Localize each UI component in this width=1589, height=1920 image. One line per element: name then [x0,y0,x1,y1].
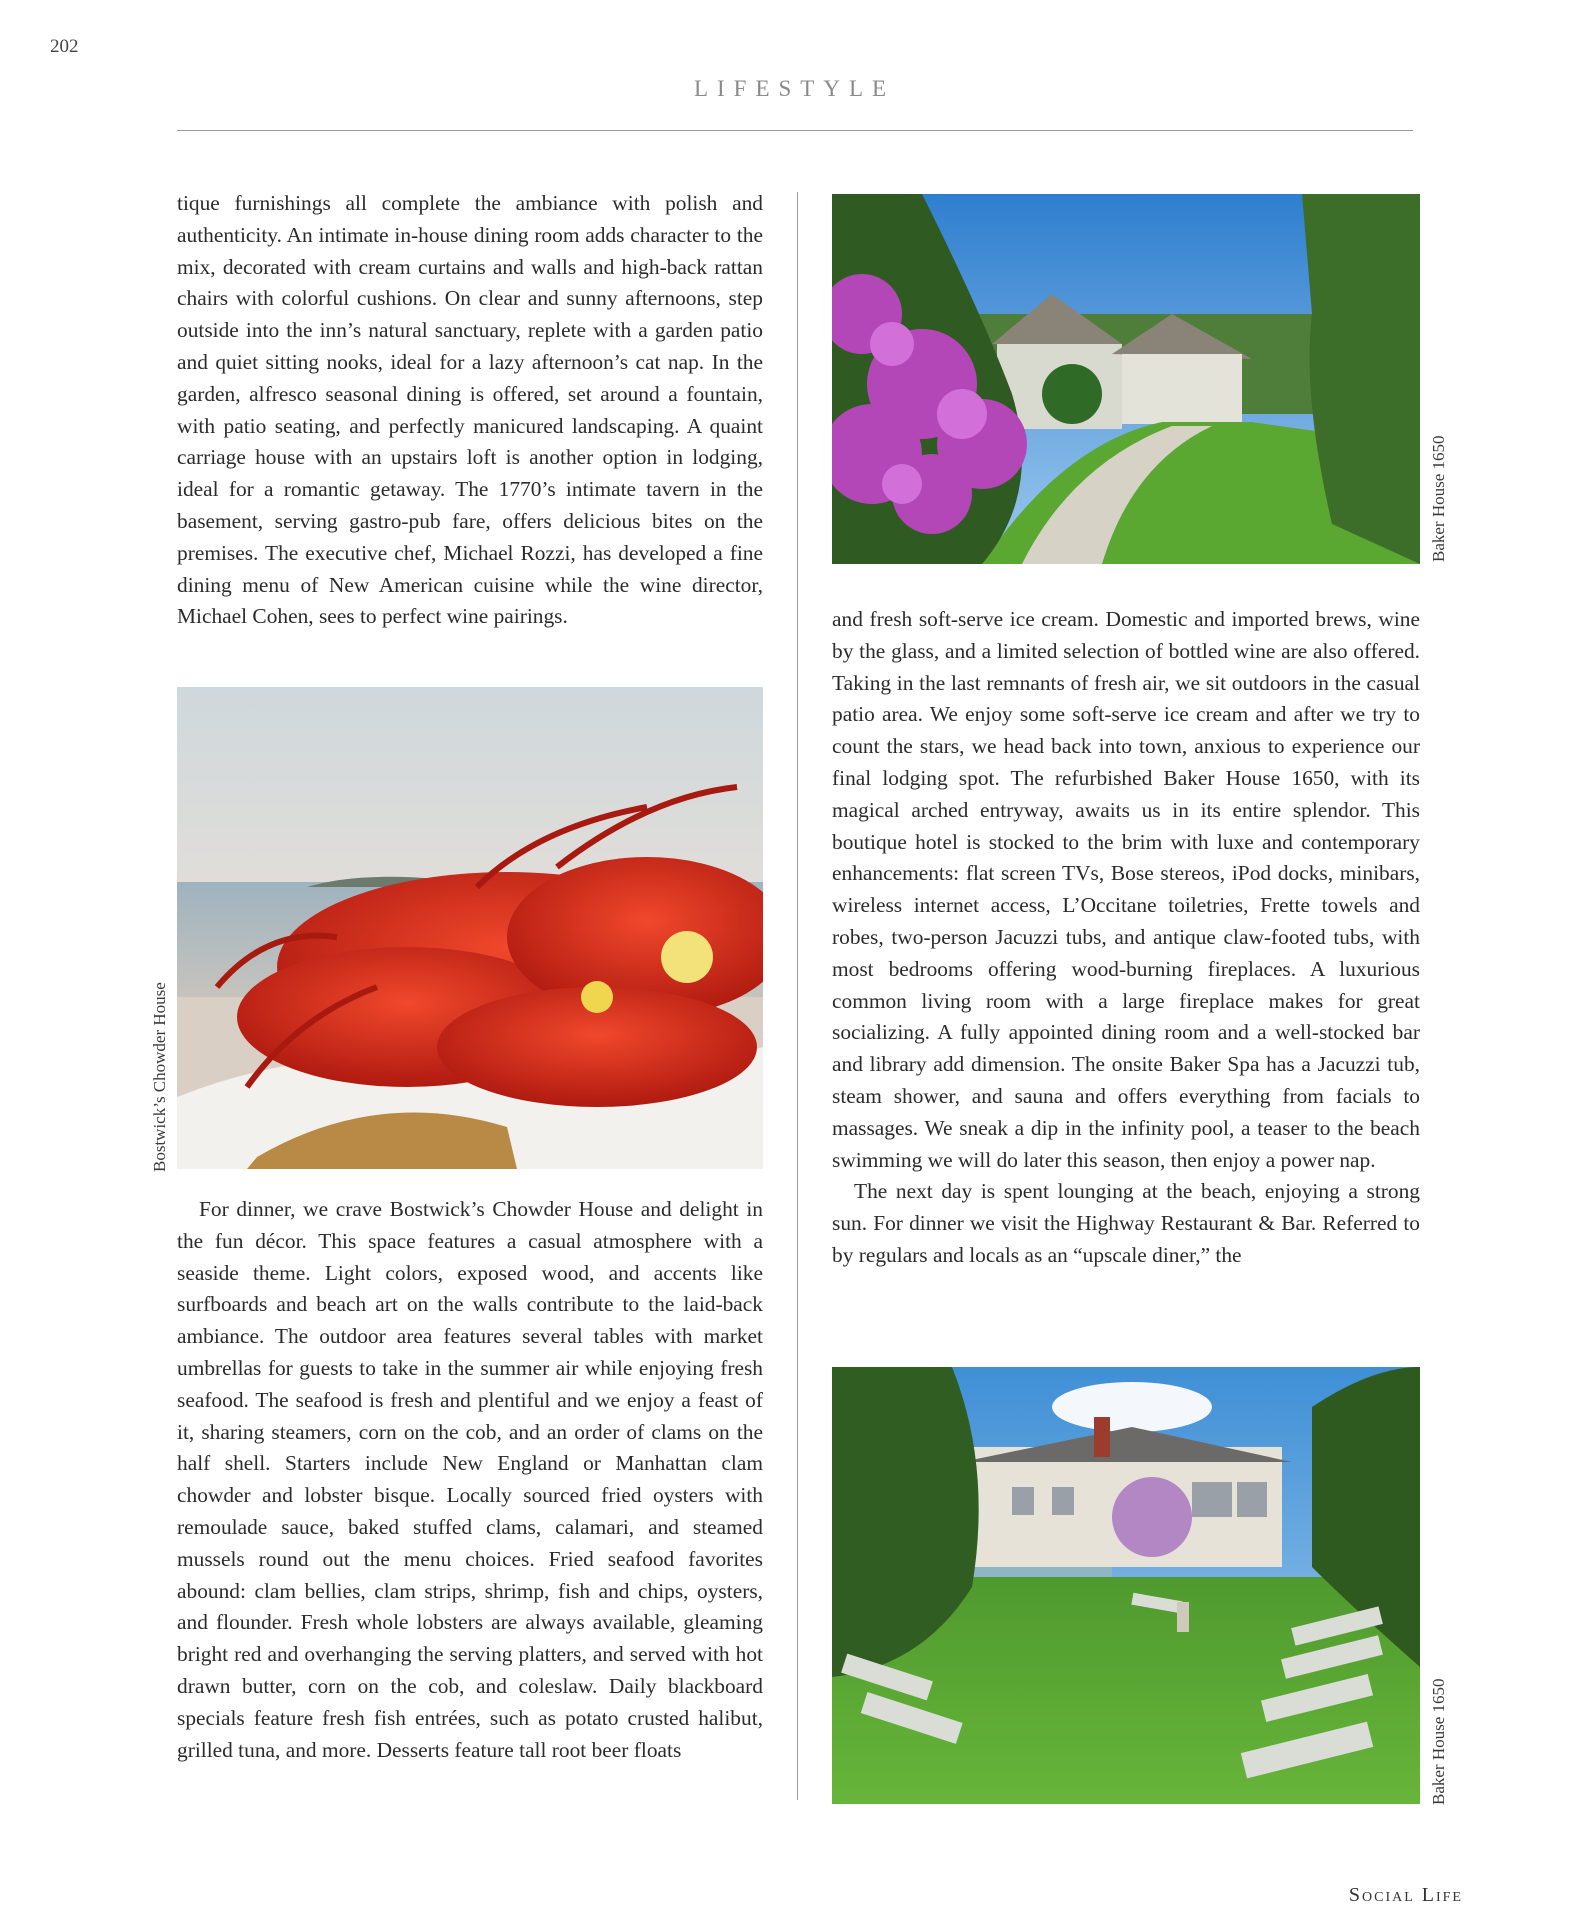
right-column-text [832,604,1420,1272]
paragraph: and fresh soft-serve ice cream. Domestic and imported brews, wine by the glass, and a limited selection of bottled wine are also offered. Taking in the last remnants of fresh air, we sit outdoors in the casual patio area. We enjoy some soft-serve ice cream and after we try to count the stars, we head back into town, anxious to experience our final lodging spot. The refurbished Baker House 1650, with its magical arched entryway, awaits us in its entire splendor. This boutique hotel is stocked to the brim with luxe and contemporary enhancements: flat screen TVs, Bose stereos, iPod docks, minibars, wireless internet access, L’Occitane toiletries, Frette towels and robes, two-person Jacuzzi tubs, and antique claw-footed tubs, with most bedrooms offering wood-burning fireplaces. A luxurious common living room with a large fireplace makes for great socializing. A fully appointed dining room and a well-stocked bar and library add dimension. The onsite Baker Spa has a Jacuzzi tub, steam shower, and sauna and offers everything from facials to massages. We sneak a dip in the infinity pool, a teaser to the beach swimming we will do later this season, then enjoy a power nap. [832,607,1420,1172]
page-number: 202 [50,36,79,57]
left-column-top-text [177,188,763,633]
paragraph: The next day is spent lounging at the beach, enjoying a strong sun. For dinner we visit the Highway Restaurant & Bar. Referred to by regulars and locals as an “upscale diner,” the [832,1179,1420,1267]
baker-house-front-credit: Baker House 1650 [1429,435,1448,562]
baker-house-front-photo [832,194,1420,564]
baker-house-garden-credit: Baker House 1650 [1429,1678,1448,1805]
paragraph: tique furnishings all complete the ambiance with polish and authenticity. An intimate in-house dining room adds character to the mix, decorated with cream curtains and walls and high-back rattan chairs with colorful cushions. On clear and sunny afternoons, step outside into the inn’s natural sanctuary, replete with a garden patio and quiet sitting nooks, ideal for a lazy afternoon’s cat nap. In the garden, alfresco seasonal dining is offered, set around a fountain, with patio seating, and perfectly manicured landscaping. A quaint carriage house with an upstairs loft is another option in lodging, ideal for a romantic getaway. The 1770’s intimate tavern in the basement, serving gastro-pub fare, offers delicious bites on the premises. The executive chef, Michael Rozzi, has developed a fine dining menu of New American cuisine while the wine director, Michael Cohen, sees to perfect wine pairings. [177,191,763,629]
lobster-photo [177,687,763,1169]
section-title: LIFESTYLE [693,76,896,101]
lobster-photo-credit: Bostwick’s Chowder House [150,982,169,1172]
baker-house-garden-photo [832,1367,1420,1804]
left-column-bottom-text [177,1194,763,1766]
header-rule [177,130,1413,131]
column-rule [797,192,798,1800]
paragraph: For dinner, we crave Bostwick’s Chowder House and delight in the fun décor. This space features a casual atmosphere with a seaside theme. Light colors, exposed wood, and accents like surfboards and beach art on the walls contribute to the laid-back ambiance. The outdoor area features several tables with market umbrellas for guests to take in the summer air while enjoying fresh seafood. The seafood is fresh and plentiful and we enjoy a feast of it, sharing steamers, corn on the cob, and an order of clams on the half shell. Starters include New England or Manhattan clam chowder and lobster bisque. Locally sourced fried oysters with remoulade sauce, baked stuffed clams, calamari, and steamed mussels round out the menu choices. Fried seafood favorites abound: clam bellies, clam strips, shrimp, fish and chips, oysters, and flounder. Fresh whole lobsters are always available, gleaming bright red and overhanging the serving platters, and served with hot drawn butter, corn on the cob, and coleslaw. Daily blackboard specials feature fresh fish entrées, such as potato crusted halibut, grilled tuna, and more. Desserts feature tall root beer floats [177,1197,763,1762]
folio-social-life: Social Life [1348,1884,1463,1906]
